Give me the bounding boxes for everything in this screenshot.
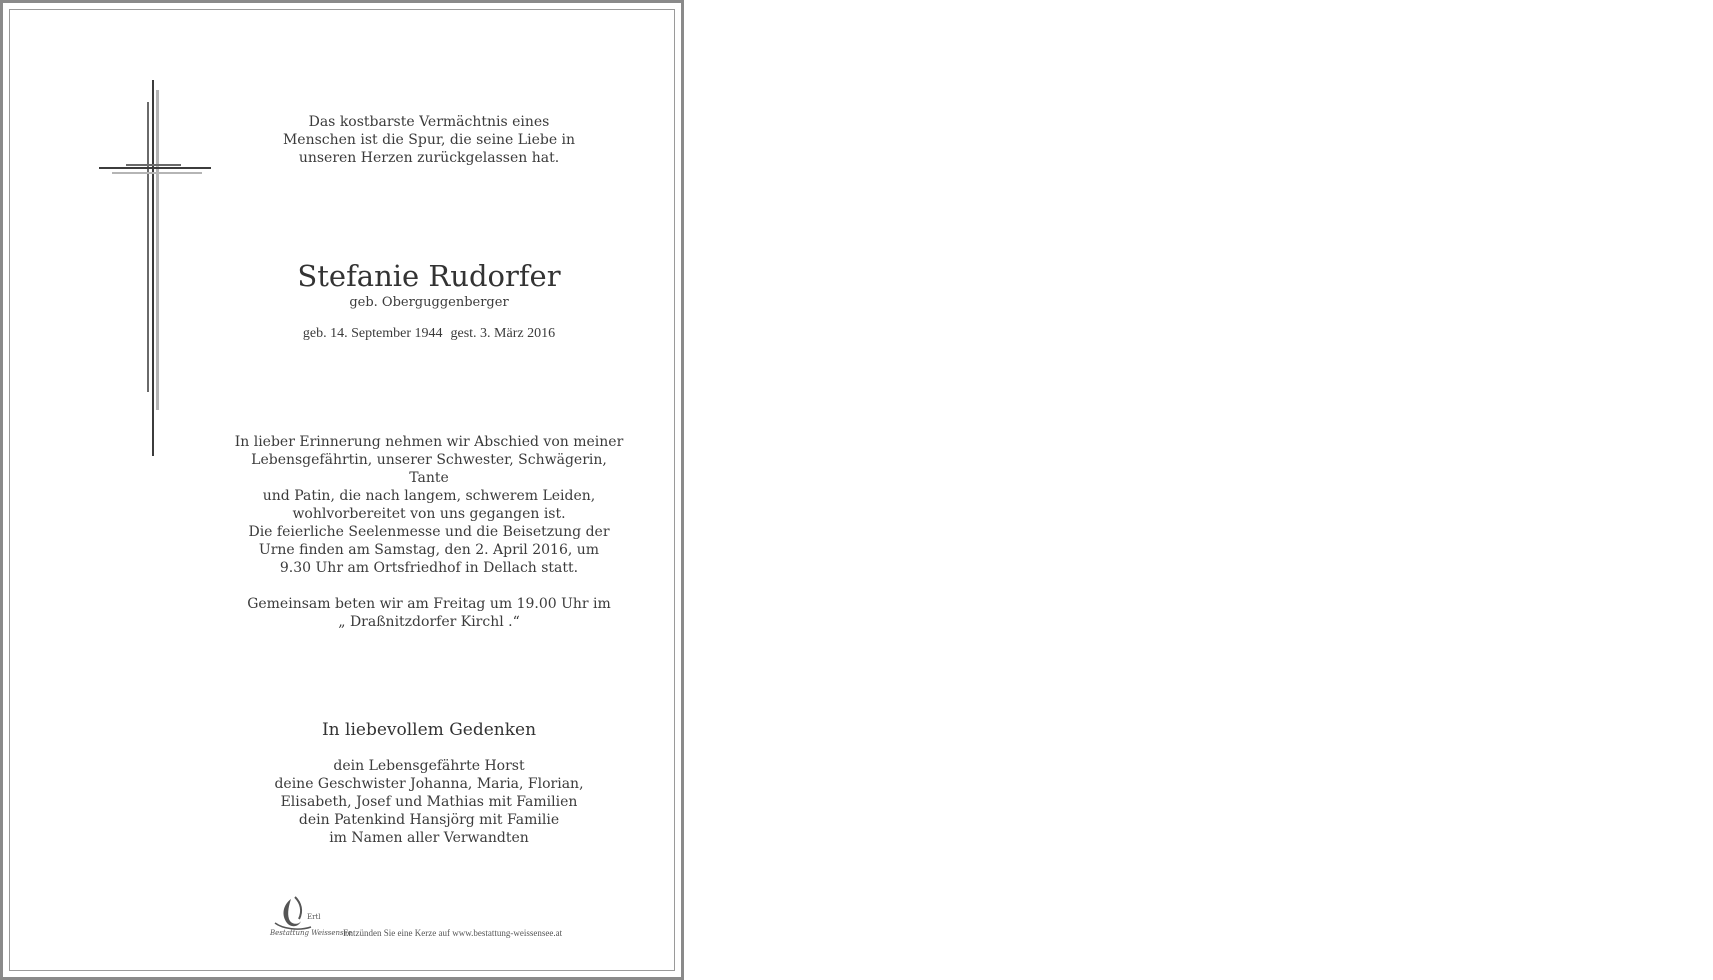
funeral-home-footer xyxy=(269,895,599,939)
quote-line: unseren Herzen zurückgelassen hat. xyxy=(298,150,560,166)
mourner-line: Elisabeth, Josef und Mathias mit Familien xyxy=(280,794,578,810)
deceased-name: Stefanie Rudorfer xyxy=(297,259,561,293)
cross-icon xyxy=(98,80,213,456)
logo-text: Bestattung Weissensee xyxy=(270,929,352,937)
quote-line: Menschen ist die Spur, die seine Liebe in xyxy=(282,132,576,148)
life-dates xyxy=(231,325,627,343)
service-line: Urne finden am Samstag, den 2. April 2016, um xyxy=(258,542,600,558)
quote-line: Das kostbarste Vermächtnis eines xyxy=(308,114,550,130)
bestattung-logo xyxy=(269,895,352,939)
birth-date: geb. 14. September 1944 xyxy=(302,326,443,341)
service-line: Die feierliche Seelenmesse und die Beisetzung der xyxy=(248,524,610,540)
maiden-name: geb. Oberguggenberger xyxy=(349,295,509,310)
mourners-list xyxy=(231,757,627,847)
memorial-heading: In liebevollem Gedenken xyxy=(321,720,537,740)
mourner-line: dein Patenkind Hansjörg mit Familie xyxy=(298,812,560,828)
service-line: 9.30 Uhr am Ortsfriedhof in Dellach statt. xyxy=(279,560,579,576)
opening-quote xyxy=(231,113,627,167)
logo-small-text: Ertl xyxy=(307,913,321,921)
prayer-line: „ Draßnitzdorfer Kirchl .“ xyxy=(338,614,520,630)
obituary-card xyxy=(0,0,684,980)
remembrance-line: Lebensgefährtin, unserer Schwester, Schwägerin, Tante xyxy=(251,452,607,486)
prayer-text xyxy=(231,595,627,631)
remembrance-line: wohlvorbereitet von uns gegangen ist. xyxy=(292,506,566,522)
service-text xyxy=(231,523,627,577)
mourner-line: deine Geschwister Johanna, Maria, Florian, xyxy=(274,776,584,792)
remembrance-text xyxy=(231,433,627,523)
death-date: gest. 3. März 2016 xyxy=(450,326,556,341)
remembrance-line: und Patin, die nach langem, schwerem Leiden, xyxy=(262,488,596,504)
mourner-line: im Namen aller Verwandten xyxy=(329,830,529,846)
prayer-line: Gemeinsam beten wir am Freitag um 19.00 Uhr im xyxy=(247,596,611,612)
candle-link-text: Entzünden Sie eine Kerze auf www.bestattung-weissensee.at xyxy=(343,928,563,938)
remembrance-line: In lieber Erinnerung nehmen wir Abschied von meiner xyxy=(234,434,624,450)
mourner-line: dein Lebensgefährte Horst xyxy=(333,758,525,774)
